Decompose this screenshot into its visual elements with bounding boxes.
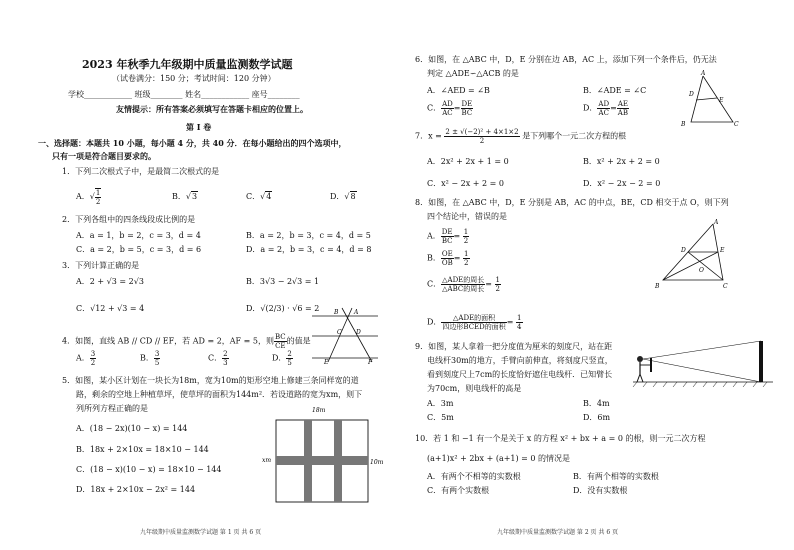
q8-stem-line2: 四个结论中，错误的是 (427, 212, 507, 221)
q9-stem-line4: 为70cm，则电线杆的高是 (427, 384, 522, 393)
q5-option-d: D．18x + 2×10x − 2x² = 144 (76, 485, 196, 494)
q9-stem-line2: 电线杆30m的地方，手臂向前伸直，将刻度尺竖直， (427, 356, 613, 365)
fig4-label-e: E (324, 359, 329, 366)
q4-option-a: A． $\frac{3}{2}$ (76, 350, 96, 367)
q8-option-b: B． $\frac{OE}{OB}$ = $\frac{1}{2}$ (427, 250, 469, 267)
q8-stem-line1: 8．如图，在 △ABC 中，D，E 分别是 AB，AC 的中点，BE，CD 相交于点 O，则下列 (415, 198, 729, 207)
q3-stem: 3．下列计算正确的是 (62, 261, 140, 270)
fig6-label-e: E (719, 97, 724, 104)
q3-option-b: B．3√3 − 2√3 = 1 (246, 277, 320, 286)
fig8-label-e: E (720, 247, 725, 254)
q6-stem-line2: 判定 △ADE∽△ACB 的是 (427, 69, 519, 78)
q7-option-a: A．2x² + 2x + 1 = 0 (427, 157, 509, 166)
q10-option-c: C．有两个实数根 (427, 486, 490, 495)
q4-stem: 4．如图，直线 AB // CD // EF，若 AD = 2，AF = 5，则 $\frac{BC}{CE}$ 的值是 (62, 333, 311, 350)
q5-option-c: C．(18 − x)(10 − x) = 18×10 − 144 (76, 465, 222, 474)
q2-option-b: B．a = 2，b = 3，c = 4，d = 5 (246, 231, 371, 240)
fig4-label-d: D (356, 329, 361, 336)
q9-option-b: B．4m (583, 399, 610, 408)
fig6-label-c: C (734, 121, 739, 128)
fig5-height-label: 10m (370, 459, 384, 466)
q7-option-c: C．x² − 2x + 2 = 0 (427, 179, 504, 188)
q1-stem: 1．下列二次根式子中，是最简二次根式的是 (62, 167, 220, 176)
q2-option-d: D．a = 2，b = 3，c = 4，d = 8 (246, 245, 372, 254)
q6-option-c: C． $\frac{AD}{AC}$ = $\frac{DE}{BC}$ (427, 100, 473, 117)
q3-option-a: A．2 + √3 = 2√3 (76, 277, 144, 286)
q4-parallel-lines-figure (312, 308, 378, 364)
q9-option-c: C．5m (427, 413, 454, 422)
q6-option-d: D． $\frac{AD}{AC}$ = $\frac{AE}{AB}$ (583, 100, 628, 117)
fig6-label-a: A (701, 70, 706, 77)
q9-stem-line1: 9．如图，某人拿着一把分度值为厘米的刻度尺，站在距 (415, 342, 613, 351)
q1-option-c: C．√4 (246, 192, 272, 201)
q2-stem: 2．下列各组中的四条线段成比例的是 (62, 215, 196, 224)
exam-subtitle: （试卷满分：150 分；考试时间：120 分钟） (112, 74, 276, 83)
q9-pole-figure (633, 338, 773, 390)
q7-option-b: B．x² + 2x + 2 = 0 (583, 157, 660, 166)
fig8-label-a: A (714, 219, 719, 226)
right-page (397, 0, 794, 550)
q8-option-c: C． $\frac{\text{△ADE的周长}}{\text{△ABC的周长}}$ = $\frac{1}{2}$ (427, 276, 501, 293)
q10-stem-line1: 10．若 1 和 −1 有一个是关于 x 的方程 x² + bx + a = 0 的根，则一元二次方程 (415, 434, 706, 443)
volume-heading: 第 I 卷 (186, 122, 212, 132)
fig5-road-width-label: xm (262, 457, 272, 464)
q5-stem-line2: 路，剩余的空地上种植草坪，使草坪的面积为144m²．若设道路的宽为xm，则下 (76, 390, 363, 399)
q6-option-a: A．∠AED = ∠B (427, 86, 490, 95)
q10-option-b: B．有两个相等的实数根 (573, 472, 659, 481)
q8-option-a: A． $\frac{DE}{BC}$ = $\frac{1}{2}$ (427, 228, 469, 245)
fig8-label-o: O (699, 267, 704, 274)
q6-option-b: B．∠ADE = ∠C (583, 86, 647, 95)
fig4-label-a: A (354, 309, 359, 316)
q5-stem-line3: 列所列方程正确的是 (76, 404, 148, 413)
q1-option-a: A．√ $\frac{1}{2}$ (76, 189, 101, 206)
q6-triangle-figure (681, 70, 739, 128)
q5-option-a: A．(18 − 2x)(10 − x) = 144 (76, 424, 188, 433)
fig4-label-c: C (337, 329, 342, 336)
exam-title: 2023 年秋季九年级期中质量监测数学试题 (82, 58, 293, 71)
fig6-label-b: B (681, 121, 686, 128)
fig8-label-d: D (681, 247, 686, 254)
fig4-label-f: F (368, 359, 373, 366)
q6-stem-line1: 6．如图，在 △ABC 中，D，E 分别在边 AB，AC 上，添加下列一个条件后，仍无法 (415, 55, 717, 64)
q7-option-d: D．x² − 2x − 2 = 0 (583, 179, 661, 188)
q7-stem: 7．x = $\frac{\text{2 ± √(−2)² + 4×1×2}}{2}$ 是下列哪个一元二次方程的根 (415, 128, 627, 145)
fig5-width-label: 18m (312, 407, 326, 414)
q5-option-b: B．18x + 2×10x = 18×10 − 144 (76, 445, 209, 454)
q4-option-c: C． $\frac{2}{3}$ (208, 350, 228, 367)
right-page-footer: 九年级期中质量监测数学试题 第 2 页 共 6 页 (497, 529, 619, 536)
q10-stem-line2: (a+1)x² + 2bx + (a+1) = 0 的情况是 (427, 454, 571, 463)
section1-heading: 一、选择题：本题共 10 小题，每小题 4 分，共 40 分．在每小题给出的四个选项中， (38, 138, 347, 148)
fig6-label-d: D (689, 91, 694, 98)
q8-triangle-figure (655, 219, 733, 290)
fig4-label-b: B (334, 309, 339, 316)
q10-option-d: D．没有实数根 (573, 486, 628, 495)
q3-option-d: D．√(2/3) · √6 = 2 (246, 304, 320, 313)
friendly-tip: 友情提示：所有答案必须填写在答题卡相应的位置上。 (116, 104, 308, 114)
q2-option-c: C．a = 2，b = 5，c = 3，d = 6 (76, 245, 202, 254)
student-info-line: 学校____________ 班级________ 姓名____________ 座号________ (68, 90, 300, 99)
q4-option-d: D． $\frac{2}{5}$ (272, 350, 292, 367)
q5-field-figure (262, 407, 384, 506)
q4-option-b: B． $\frac{3}{5}$ (140, 350, 160, 367)
left-page-footer: 九年级期中质量监测数学试题 第 1 页 共 6 页 (140, 529, 262, 536)
q9-stem-line3: 看到刻度尺上7cm的长度恰好遮住电线杆．已知臂长 (427, 370, 613, 379)
q5-stem-line1: 5．如图，某小区计划在一块长为18m，宽为10m的矩形空地上修建三条同样宽的道 (62, 376, 359, 385)
fig8-label-b: B (655, 283, 660, 290)
q8-option-d: D． $\frac{\text{△ADE的面积}}{\text{四边形BCED的面积}}$ = $\frac{1}{4}$ (427, 314, 522, 331)
q10-option-a: A．有两个不相等的实数根 (427, 472, 521, 481)
section1-heading-cont: 只有一项是符合题目要求的。 (52, 151, 156, 161)
fig8-label-c: C (723, 283, 728, 290)
q1-option-b: B．√3 (172, 192, 198, 201)
q3-option-c: C．√12 + √3 = 4 (76, 304, 145, 313)
q2-option-a: A．a = 1，b = 2，c = 3，d = 4 (76, 231, 201, 240)
q9-option-d: D．6m (583, 413, 611, 422)
q9-option-a: A．3m (427, 399, 454, 408)
q1-option-d: D．√8 (330, 192, 356, 201)
